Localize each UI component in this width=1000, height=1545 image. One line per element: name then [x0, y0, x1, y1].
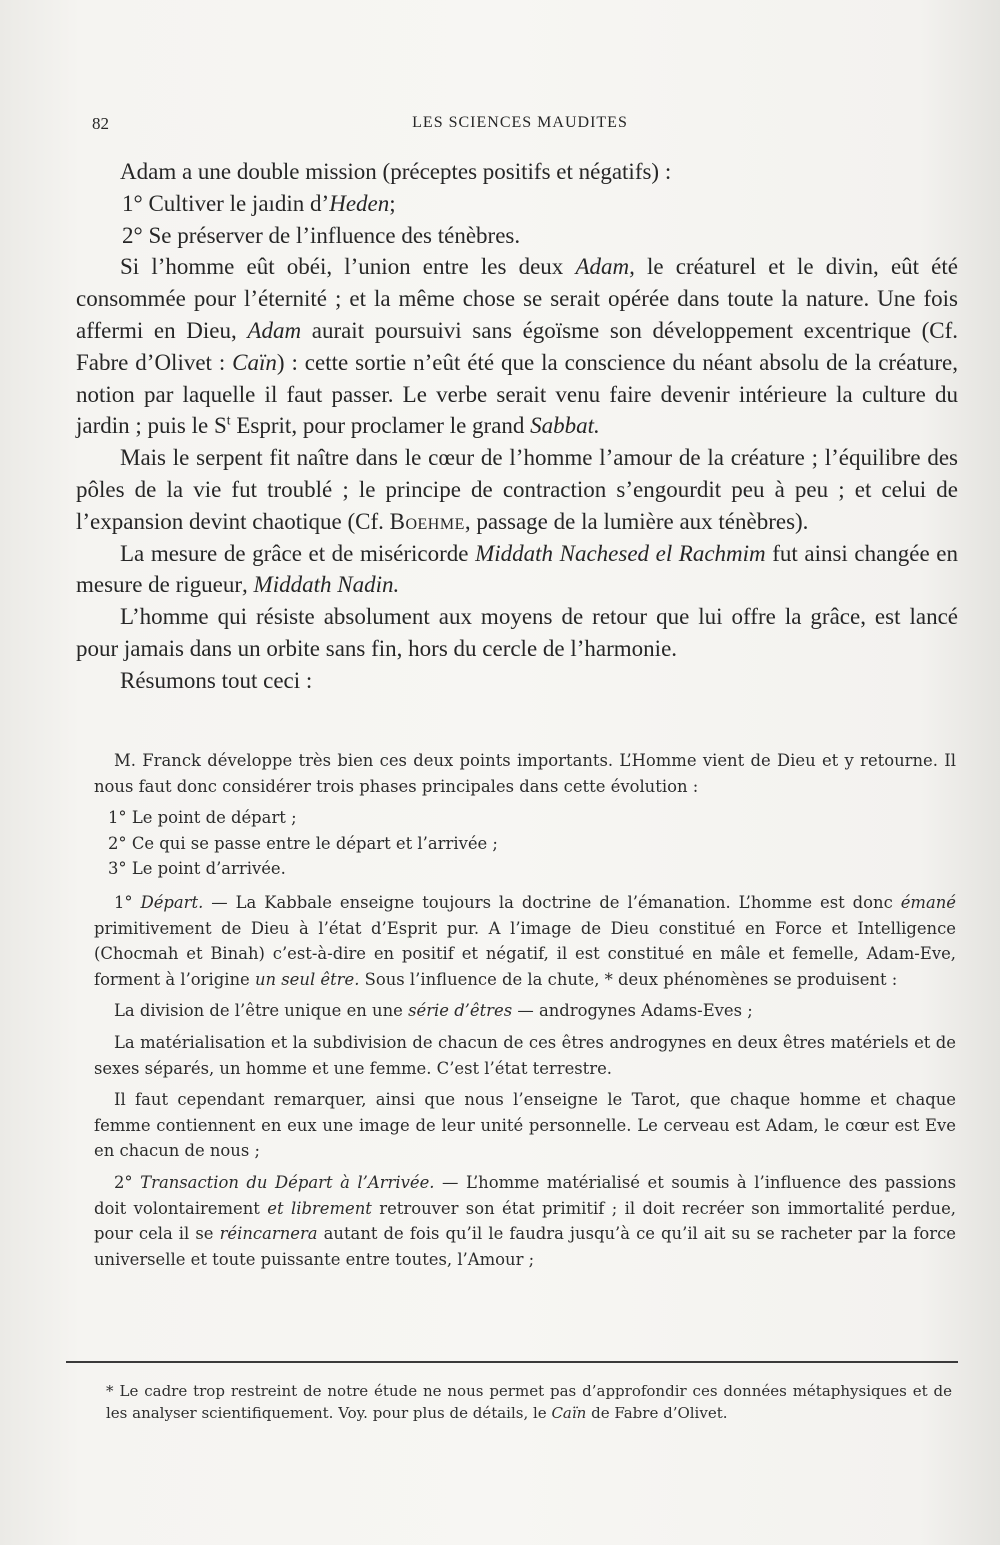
running-header: [92, 114, 948, 142]
text-run: ) : cette sortie n’eût été que la conscience du néant absolu de la créature, notion par laquelle il faut passer. Le verbe serait venu faire devenir intérieure la culture du jardin ; puis le S: [76, 349, 959, 439]
italic-run: émané: [900, 892, 956, 912]
footnote-divider: [66, 1361, 958, 1363]
italic-run: Caïn: [232, 349, 277, 375]
phase-item: 1° Le point de départ ;: [108, 808, 297, 828]
italic-run: Middath Nachesed el Rachmim: [475, 540, 766, 566]
italic-run: Sabbat.: [530, 413, 600, 439]
text-run: , passage de la lumière aux ténèbres).: [464, 508, 809, 534]
text-run: Sous l’influence de la chute, * deux phénomènes se produisent :: [359, 969, 898, 989]
tarot-paragraph: [94, 1087, 956, 1164]
text-run: Il faut cependant remarquer, ainsi que nous l’enseigne le Tarot, que chaque homme et chaque femme contiennent en eux une image de leur unité personnelle. Le cerveau est Adam, le cœur est Eve en chacun de nous ;: [94, 1090, 956, 1161]
paragraph-obedience: [76, 251, 958, 442]
text-run: — L’homme matérialisé et soumis à l’influence des passions doit volontairement: [94, 1172, 956, 1218]
text-run: autant de fois qu’il le faudra jusqu’à ce qu’il ait su se racheter par la force universelle et toute puissante entre toutes, l’Amour ;: [94, 1224, 956, 1269]
text-run: — La Kabbale enseigne toujours la doctrine de l’émanation. L’homme est donc: [203, 892, 901, 912]
division-paragraph: [94, 998, 956, 1024]
phase-item: 2° Ce qui se passe entre le départ et l’arrivée ;: [108, 833, 498, 853]
item-text: Cultiver le jaıdin d’: [148, 190, 330, 216]
item-end: ;: [389, 190, 396, 216]
text-run: Esprit, pour proclamer le grand: [230, 413, 531, 439]
text-run: La division de l’être unique en une: [114, 1001, 409, 1021]
italic-run: , Middath Nadin.: [242, 572, 400, 598]
paragraph-serpent: [76, 442, 958, 537]
item-number: 1°: [122, 190, 143, 216]
text-run: de Fabre d’Olivet.: [586, 1404, 728, 1422]
small-caps-run: Boehme: [389, 508, 465, 534]
mission-text: Adam a une double mission (préceptes positifs et négatifs) :: [120, 159, 672, 184]
section-number: 2°: [114, 1172, 141, 1192]
text-run: M. Franck développe très bien ces deux points importants. L’Homme vient de Dieu et y retourne. Il nous faut donc considérer trois phases principales dans cette évolution :: [94, 751, 956, 796]
italic-run: réincarnera: [219, 1224, 318, 1244]
quote-intro: [94, 748, 956, 799]
paragraph-mercy: [76, 538, 958, 602]
quoted-passage: [94, 748, 956, 1278]
section-title: Départ.: [140, 892, 204, 912]
text-run: Mais le serpent fit naître dans le cœur de l’homme l’amour de la créature ; l’équilibre des pôles de la vie fut troublé ; le principe de contraction s’engourdit peu à peu ; et celui de l’expansion devint chaotique (Cf.: [76, 445, 958, 534]
text-run: La mesure de grâce et de miséricorde: [120, 540, 476, 566]
paragraph-summary: [76, 665, 958, 697]
transaction-paragraph: [94, 1170, 956, 1272]
item-text: Se préserver de l’influence des ténèbres.: [148, 222, 521, 248]
text-run: fut ainsi changée en mesure de rigueur: [76, 540, 958, 598]
italic-run: et librement: [267, 1198, 372, 1218]
italic-run: Caïn: [551, 1404, 587, 1422]
departure-paragraph: [94, 890, 956, 992]
phase-item: 3° Le point d’arrivée.: [108, 859, 286, 879]
page-number: 82: [92, 114, 109, 133]
main-text: [76, 156, 958, 697]
text-run: primitivement de Dieu à l’état d’Esprit pur. A l’image de Dieu constitué en Force et Intelligence (Chocmah et Binah) c’est-à-dire en positif et négatif, il est constitué en mâle et femelle, Adam-Eve, forment à l’origine: [94, 918, 956, 989]
section-title: Transaction du Départ à l’Arrivée.: [140, 1172, 435, 1192]
list-item-cultivate: [76, 188, 958, 220]
item-number: 2°: [122, 222, 143, 248]
item-italic: Heden: [329, 190, 390, 216]
text-run: Résumons tout ceci :: [120, 667, 313, 693]
italic-run: série d’êtres: [408, 1001, 513, 1021]
text-run: L’homme qui résiste absolument aux moyens de retour que lui offre la grâce, est lancé pour jamais dans un orbite sans fin, hors du cercle de l’harmonie.: [76, 604, 958, 661]
list-item-preserve: [76, 220, 958, 252]
text-run: aurait poursuivi sans égoïsme son développement excentrique (Cf. Fabre d’Olivet :: [76, 317, 958, 375]
text-run: Le cadre trop restreint de notre étude ne nous permet pas d’approfondir ces données métaphysiques et de les analyser scientifiquement. Voy. pour plus de détails, le: [106, 1382, 952, 1422]
footnote: [106, 1380, 952, 1424]
paragraph-resist: [76, 601, 958, 665]
superscript: t: [226, 412, 231, 428]
paragraph-mission: [76, 156, 958, 188]
italic-run: un seul être.: [254, 969, 360, 989]
footnote-marker: *: [106, 1382, 114, 1400]
italic-run: Adam: [247, 317, 302, 343]
text-run: le créaturel et le divin, eût été consommée pour l’éternité ; et la même chose se serait opérée dans toute la nature. Une fois affermi en Dieu,: [76, 254, 958, 343]
running-title: LES SCIENCES MAUDITES: [412, 114, 628, 131]
italic-run: Adam,: [575, 254, 635, 280]
spacer: [94, 882, 956, 890]
text-run: La matérialisation et la subdivision de chacun de ces êtres androgynes en deux êtres matériels et de sexes séparés, un homme et une femme. C’est l’état terrestre.: [94, 1032, 956, 1078]
text-run: retrouver son état primitif ; il doit recréer son immortalité perdue, pour cela il se: [94, 1198, 956, 1244]
section-number: 1°: [114, 892, 141, 912]
text-run: — androgynes Adams-Eves ;: [512, 1001, 753, 1021]
materialisation-paragraph: [94, 1030, 956, 1081]
text-run: Si l’homme eût obéi, l’union entre les deux: [120, 254, 576, 280]
